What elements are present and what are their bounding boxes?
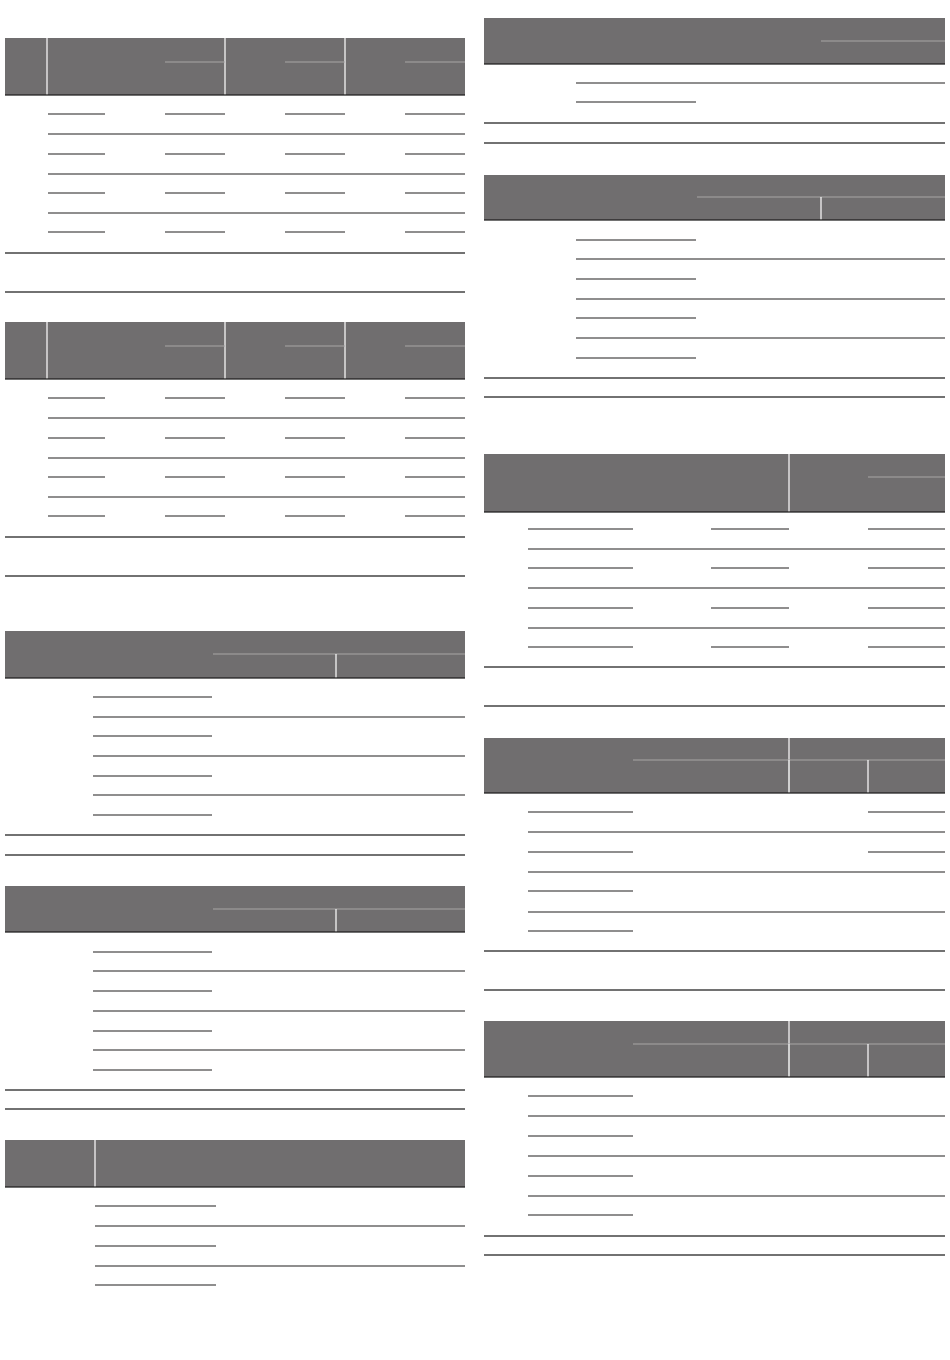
table-header [484, 1021, 945, 1077]
table-header [5, 1140, 465, 1187]
table-header [5, 322, 465, 379]
table-header [5, 38, 465, 95]
table-header [484, 454, 945, 512]
table-header [484, 738, 945, 793]
